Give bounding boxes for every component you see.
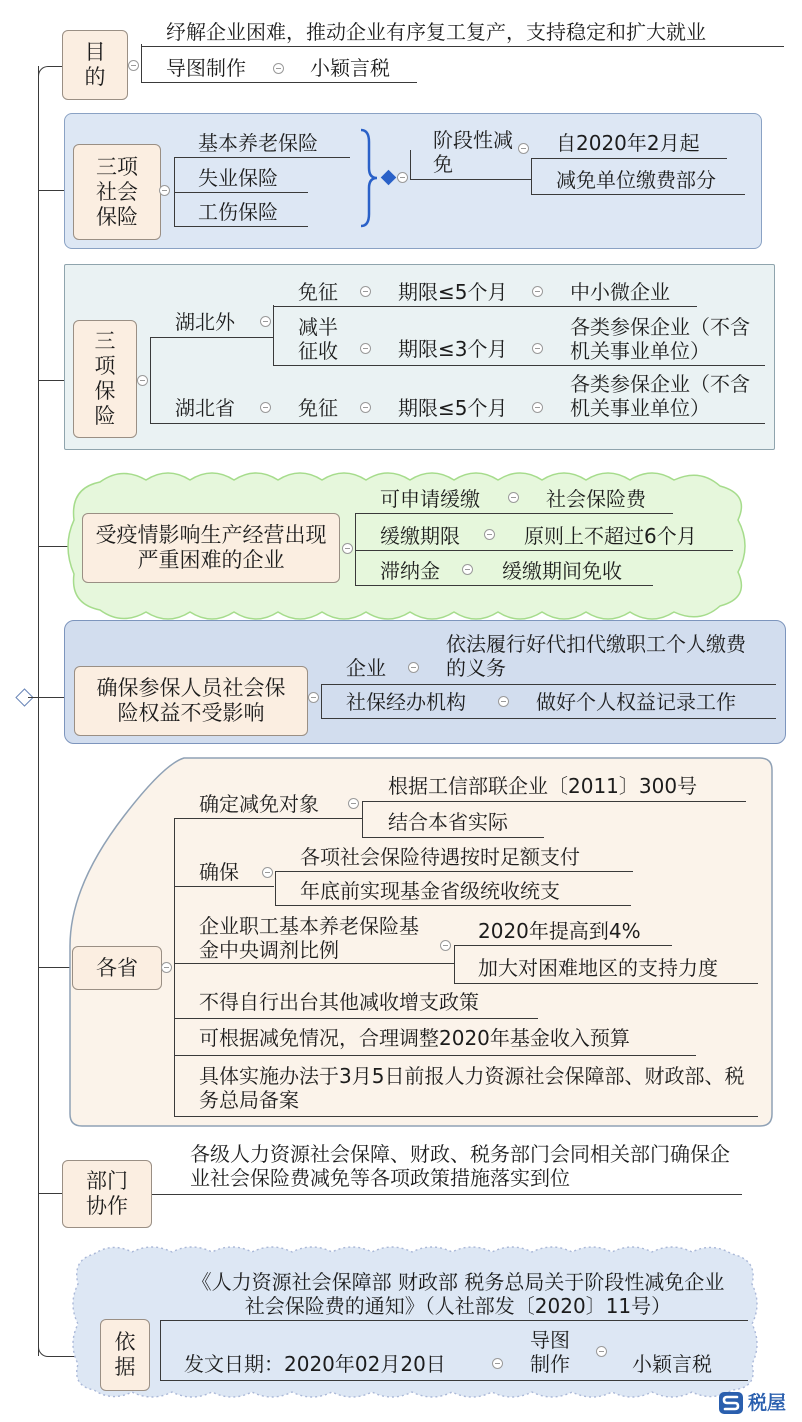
hardship-row-1-collapse-icon[interactable] [508,492,519,503]
insurance-hubei-period-collapse-icon[interactable] [532,402,543,413]
root-connector [28,697,38,698]
rights-row-1-collapse-icon[interactable] [408,662,419,673]
provinces-pension-underline [174,963,454,964]
hardship-row-2-collapse-icon[interactable] [484,529,495,540]
hardship-row-3-key: 滞纳金 [380,559,440,583]
provinces-node[interactable] [72,946,162,990]
insurance-node[interactable] [73,320,137,438]
rights-row-2-underline [321,718,776,719]
social-item-1: 基本养老保险 [198,131,318,155]
social-stage-label: 阶段性减免 [433,128,513,176]
insurance-exempt-underline [273,306,697,307]
insurance-outside-underline [150,337,273,338]
purpose-collapse-icon[interactable] [128,60,139,71]
purpose-text-underline [141,46,784,47]
insurance-outside-bracket [273,305,274,365]
basis-date-collapse-icon[interactable] [492,1358,503,1369]
hardship-row-3-value: 缓缴期间免收 [502,559,622,583]
cooperation-underline [152,1194,742,1195]
hardship-row-1-key: 可申请缓缴 [380,487,480,511]
cooperation-label: 部门协作 [86,1169,128,1218]
hardship-node[interactable] [82,513,340,583]
provinces-determine-label: 确定减免对象 [199,792,319,816]
insurance-hubei-period: 期限≤5个月 [398,396,508,420]
basis-label: 依据 [114,1330,136,1379]
basis-date: 发文日期：2020年02月20日 [184,1352,446,1376]
provinces-label: 各省 [96,955,138,980]
insurance-label: 三项保险 [94,329,116,428]
provinces-determine-item-1: 根据工信部联企业〔2011〕300号 [388,774,698,798]
provinces-pension-item-1-underline [454,945,672,946]
hardship-bracket [355,513,356,585]
social-item-2-underline [174,192,308,193]
watermark [718,1389,800,1419]
social-stage-item-1-underline [531,158,727,159]
provinces-pension-collapse-icon[interactable] [440,940,451,951]
social-item-3: 工伤保险 [198,200,278,224]
insurance-exempt-collapse-icon[interactable] [360,286,371,297]
provinces-pension-item-2-underline [454,983,758,984]
basis-bracket [160,1320,161,1380]
provinces-pension-item-1: 2020年提高到4% [478,919,641,943]
hardship-row-1-underline [355,513,673,514]
social-relationship-collapse-icon[interactable] [397,172,408,183]
cooperation-node[interactable] [62,1160,152,1228]
rights-row-2-collapse-icon[interactable] [498,696,509,707]
provinces-ensure-item-2: 年底前实现基金省级统收统支 [300,879,560,903]
purpose-credit-author: 小颖言税 [310,56,390,80]
insurance-hubei-exempt-collapse-icon[interactable] [360,402,371,413]
provinces-ensure-item-1-underline [275,871,633,872]
social-stage-bracket [410,150,411,180]
hardship-collapse-icon[interactable] [342,543,353,554]
insurance-half-period: 期限≤3个月 [398,337,508,361]
basis-credit-collapse-icon[interactable] [596,1346,607,1357]
rights-collapse-icon[interactable] [308,692,319,703]
insurance-exempt-period-collapse-icon[interactable] [532,286,543,297]
basis-credit-label: 导图制作 [530,1328,570,1376]
rights-bracket [321,684,322,718]
watermark-text: 税屋 [748,1392,787,1414]
provinces-ensure-bracket [275,871,276,905]
provinces-no-policy: 不得自行出台其他减收增支政策 [199,990,479,1014]
hardship-row-2-value: 原则上不超过6个月 [524,524,697,548]
provinces-ensure-item-1: 各项社会保险待遇按时足额支付 [300,845,580,869]
insurance-collapse-icon[interactable] [137,375,148,386]
hardship-label: 受疫情影响生产经营出现严重困难的企业 [95,523,327,572]
spine-stub-cooperation [38,1193,62,1194]
social-stage-item-2-underline [531,194,745,195]
hardship-row-2-key: 缓缴期限 [380,524,460,548]
basis-node[interactable] [100,1319,150,1391]
insurance-exempt-label: 免征 [298,280,338,304]
provinces-report: 具体实施办法于3月5日前报人力资源社会保障部、财政部、税务总局备案 [199,1064,745,1112]
insurance-hubei-exempt: 免征 [298,396,338,420]
insurance-hubei-enterprises: 各类参保企业（不含机关事业单位） [570,372,750,420]
shuiwu-logo-icon [718,1391,744,1415]
provinces-determine-underline [174,818,362,819]
insurance-exempt-period: 期限≤5个月 [398,280,508,304]
provinces-determine-bracket [362,801,363,837]
provinces-ensure-label: 确保 [199,860,239,884]
insurance-bracket [150,337,151,423]
rights-row-2-value: 做好个人权益记录工作 [536,690,736,714]
social-stage-items-bracket [531,158,532,194]
provinces-adjust: 可根据减免情况，合理调整2020年基金收入预算 [199,1026,630,1050]
social-item-2: 失业保险 [198,166,278,190]
rights-row-2-key: 社保经办机构 [346,690,466,714]
insurance-half-collapse-icon[interactable] [360,343,371,354]
basis-doc: 《人力资源社会保障部 财政部 税务总局关于阶段性减免企业社会保险费的通知》（人社部发〔2020〕11号） [191,1270,725,1318]
rights-row-1-key: 企业 [346,656,386,680]
purpose-credit-label: 导图制作 [166,56,246,80]
insurance-exempt-sme: 中小微企业 [570,280,670,304]
provinces-collapse-icon[interactable] [161,962,172,973]
rights-node[interactable] [74,666,308,736]
provinces-pension-label: 企业职工基本养老保险基金中央调剂比例 [199,914,419,962]
insurance-hubei-underline [150,423,765,424]
insurance-outside-label: 湖北外 [175,310,235,334]
provinces-determine-item-2: 结合本省实际 [388,810,508,834]
purpose-text: 纾解企业困难，推动企业有序复工复产，支持稳定和扩大就业 [166,20,706,44]
rights-label: 确保参保人员社会保险权益不受影响 [96,676,286,725]
provinces-bracket [174,818,175,1116]
rights-row-1-underline [321,684,776,685]
hardship-row-2-underline [355,550,733,551]
provinces-report-underline [174,1116,758,1117]
insurance-half-underline [273,365,765,366]
provinces-determine-item-2-underline [362,837,544,838]
rights-row-1-value: 依法履行好代扣代缴职工个人缴费的义务 [446,632,746,680]
basis-date-underline [160,1380,748,1381]
spine-stub-purpose [38,66,63,79]
purpose-label: 目的 [84,40,106,89]
social-brace-icon [355,128,381,228]
purpose-bracket [141,44,142,82]
insurance-outside-collapse-icon[interactable] [260,316,271,327]
purpose-credit-collapse-icon[interactable] [273,63,284,74]
purpose-credit-underline [141,82,417,83]
social-collapse-icon[interactable] [159,185,170,196]
hardship-row-1-value: 社会保险费 [546,487,646,511]
basis-doc-underline [160,1320,748,1321]
insurance-hubei-label: 湖北省 [175,396,235,420]
social-item-3-underline [174,226,308,227]
provinces-ensure-collapse-icon[interactable] [262,867,273,878]
provinces-determine-item-1-underline [362,801,746,802]
basis-credit-author: 小颖言税 [632,1352,712,1376]
purpose-node[interactable] [62,30,128,100]
social-stage-collapse-icon[interactable] [518,143,529,154]
insurance-half-period-collapse-icon[interactable] [532,343,543,354]
social-item-1-underline [174,157,350,158]
provinces-no-policy-underline [174,1018,538,1019]
provinces-pension-bracket [454,945,455,983]
social-stage-item-2: 减免单位缴费部分 [556,168,716,192]
provinces-ensure-item-2-underline [275,905,631,906]
cooperation-text: 各级人力资源社会保障、财政、税务部门会同相关部门确保企业社会保险费减免等各项政策措施落实到位 [190,1142,730,1190]
root-spine [38,66,39,1356]
insurance-half-enterprises: 各类参保企业（不含机关事业单位） [570,315,750,363]
insurance-hubei-collapse-icon[interactable] [260,402,271,413]
social-node[interactable] [73,144,161,240]
social-stage-underline [410,179,532,180]
hardship-row-3-underline [355,585,653,586]
provinces-adjust-underline [174,1055,696,1056]
hardship-row-3-collapse-icon[interactable] [462,564,473,575]
insurance-half-label: 减半征收 [298,315,338,363]
provinces-pension-item-2: 加大对困难地区的支持力度 [478,956,718,980]
social-label: 三项社会保险 [96,154,138,229]
social-stage-item-1: 自2020年2月起 [556,131,700,155]
provinces-determine-collapse-icon[interactable] [348,798,359,809]
provinces-ensure-underline [174,886,274,887]
